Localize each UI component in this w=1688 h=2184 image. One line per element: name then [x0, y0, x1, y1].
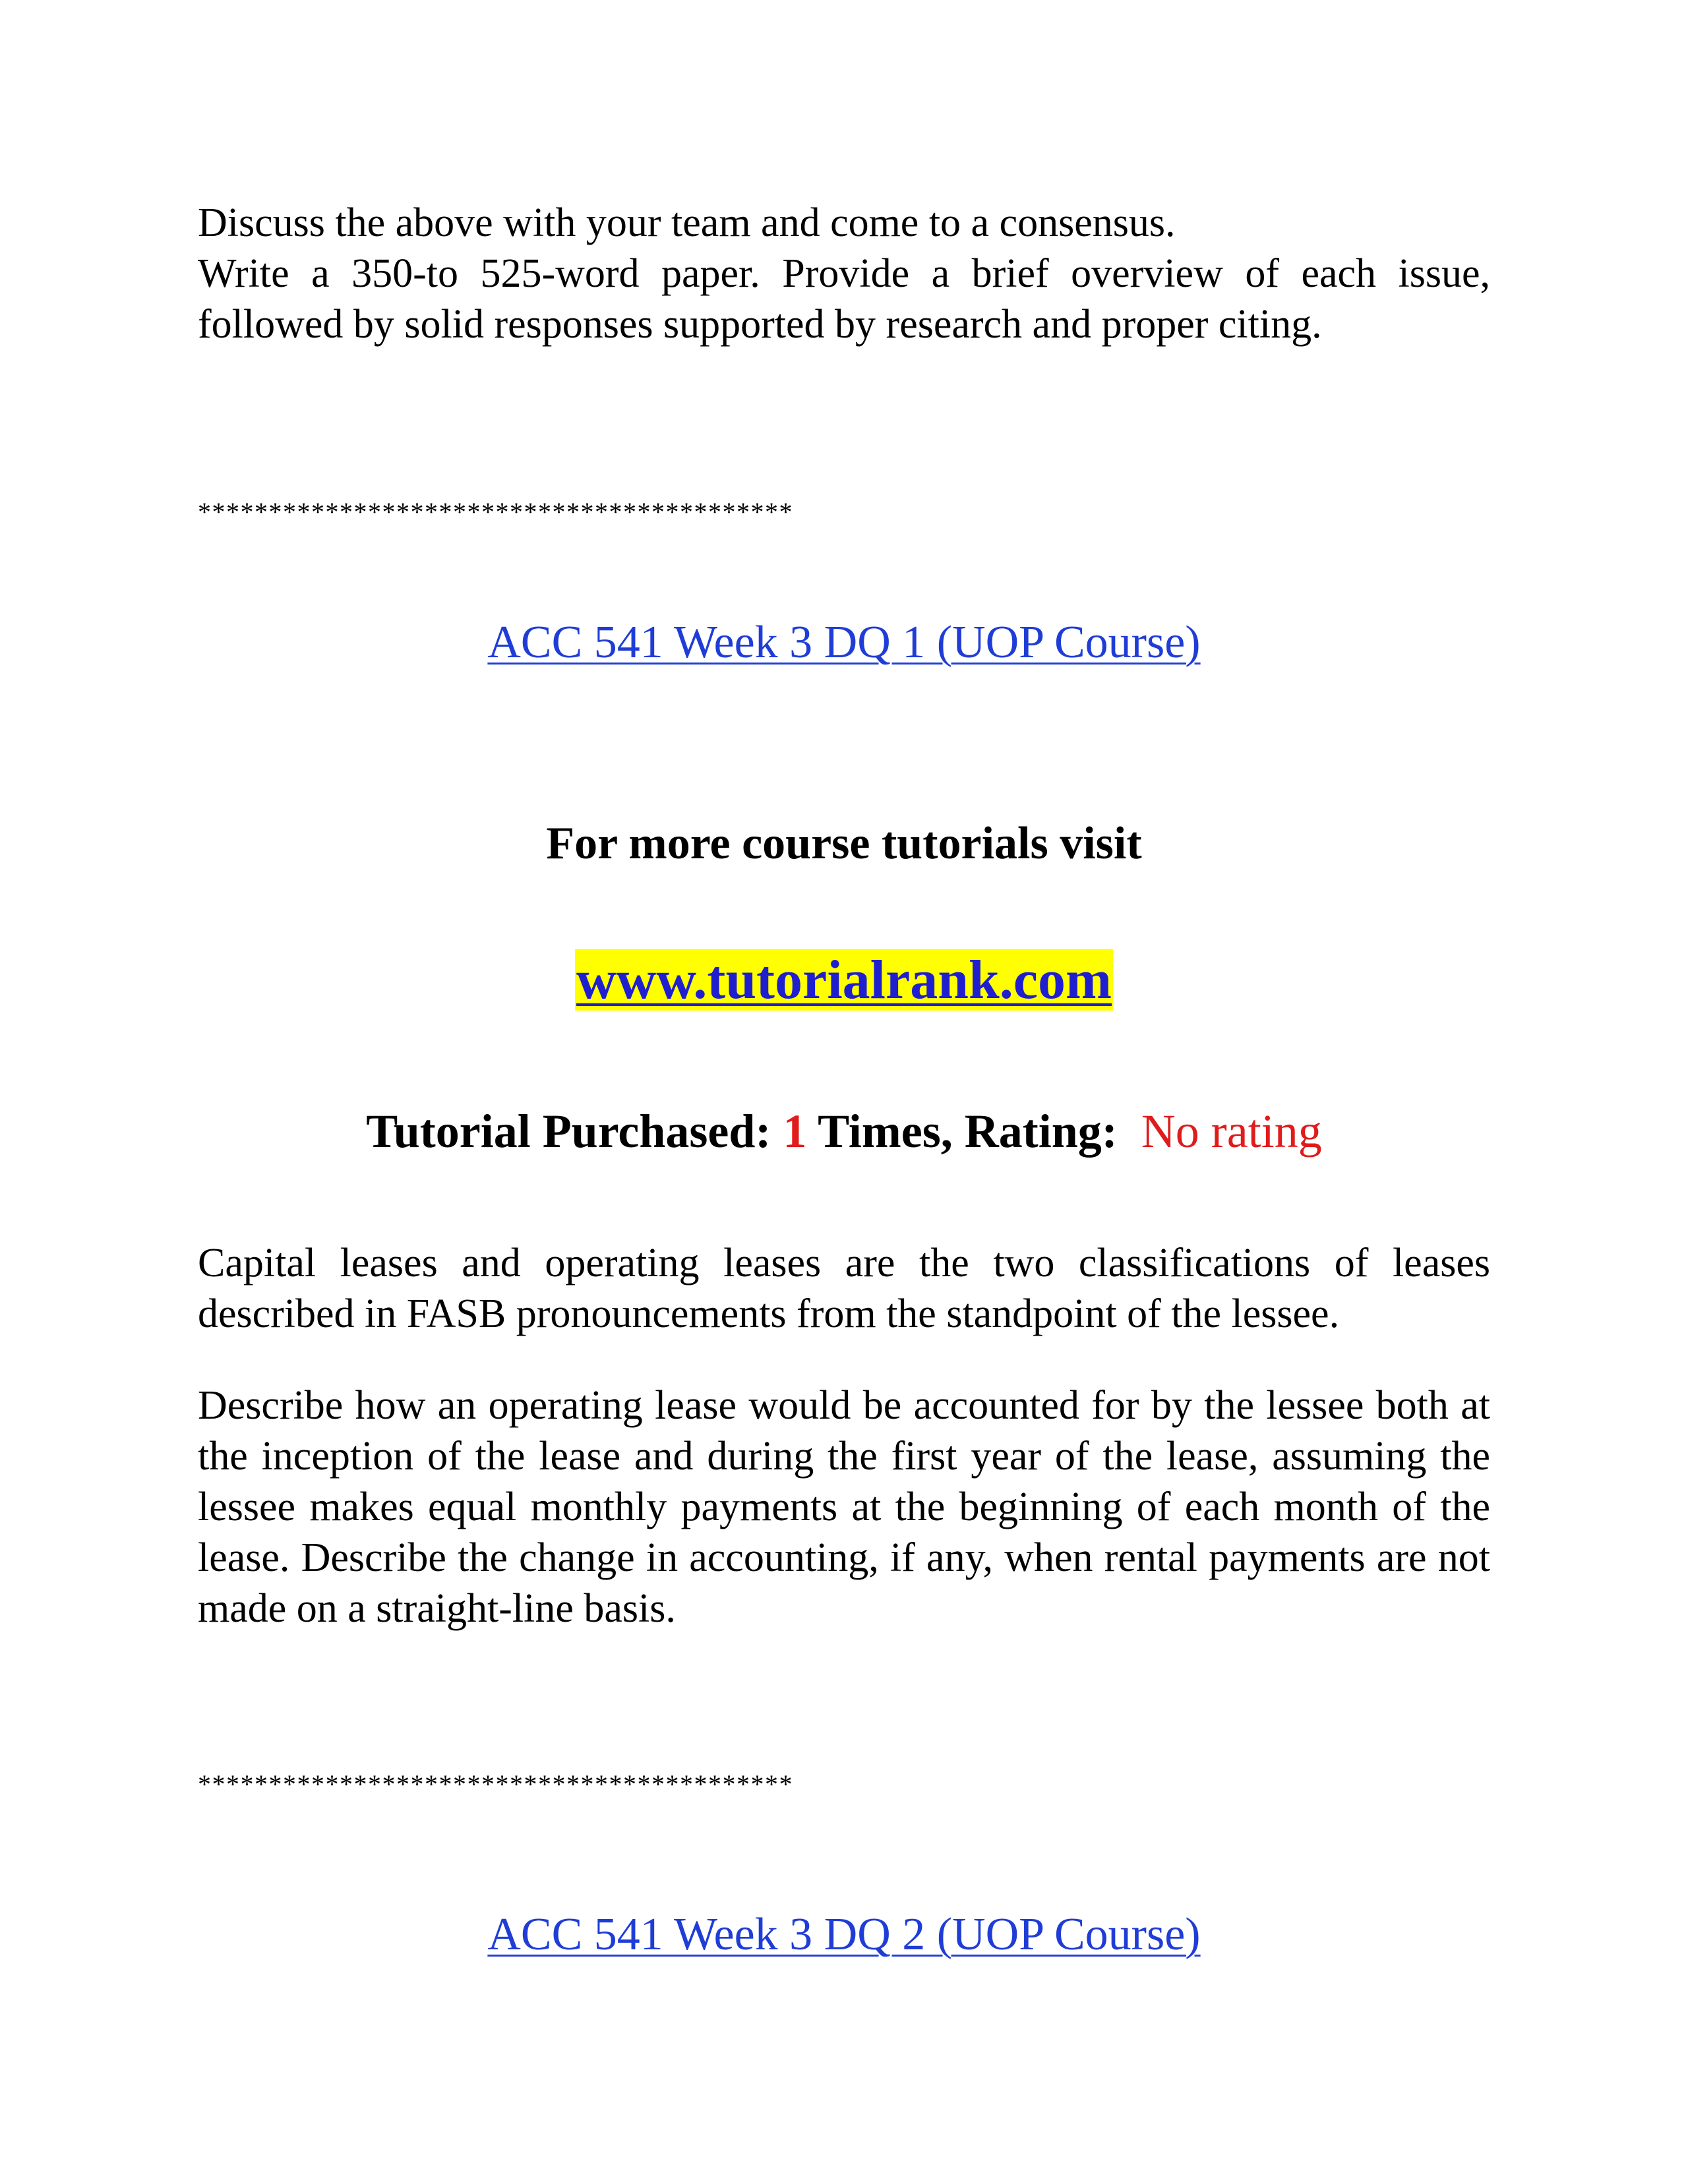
- separator-2: ******************************************: [198, 1769, 793, 1799]
- site-link-row: [0, 948, 1688, 1012]
- course-link-1-row: [0, 616, 1688, 669]
- rating-value: No rating: [1141, 1105, 1322, 1158]
- intro-line: Discuss the above with your team and come to a consensus.: [198, 200, 1176, 245]
- times-rating-label: Times, Rating:: [818, 1105, 1118, 1158]
- visit-heading: For more course tutorials visit: [546, 818, 1142, 869]
- question-paragraph-2: Describe how an operating lease would be accounted for by the lessee both at the inception of the lease and during the first year of the lease, assuming the lessee makes equal monthly payments at the beginning of each month of the lease. Describe the change in accounting, if any, when rental payments are not made on a straight-line basis.: [198, 1383, 1490, 1631]
- intro-section: [198, 198, 1490, 350]
- intro-paragraph: Write a 350-to 525-word paper. Provide a brief overview of each issue, followed by solid responses supported by research and proper citing.: [198, 251, 1490, 347]
- purchased-label: Tutorial Purchased:: [366, 1105, 771, 1158]
- course-link-2-row: [0, 1908, 1688, 1961]
- question-section: [198, 1238, 1490, 1634]
- site-link[interactable]: www.tutorialrank.com: [576, 949, 1112, 1011]
- purchased-count: 1: [783, 1105, 807, 1158]
- separator-1: ******************************************: [198, 497, 793, 527]
- question-paragraph-1: Capital leases and operating leases are the two classifications of leases described in FASB pronouncements from the standpoint of the lessee.: [198, 1241, 1490, 1336]
- course-link-2[interactable]: ACC 541 Week 3 DQ 2 (UOP Course): [487, 1909, 1201, 1960]
- course-link-1[interactable]: ACC 541 Week 3 DQ 1 (UOP Course): [487, 617, 1201, 668]
- purchase-info: [0, 1104, 1688, 1159]
